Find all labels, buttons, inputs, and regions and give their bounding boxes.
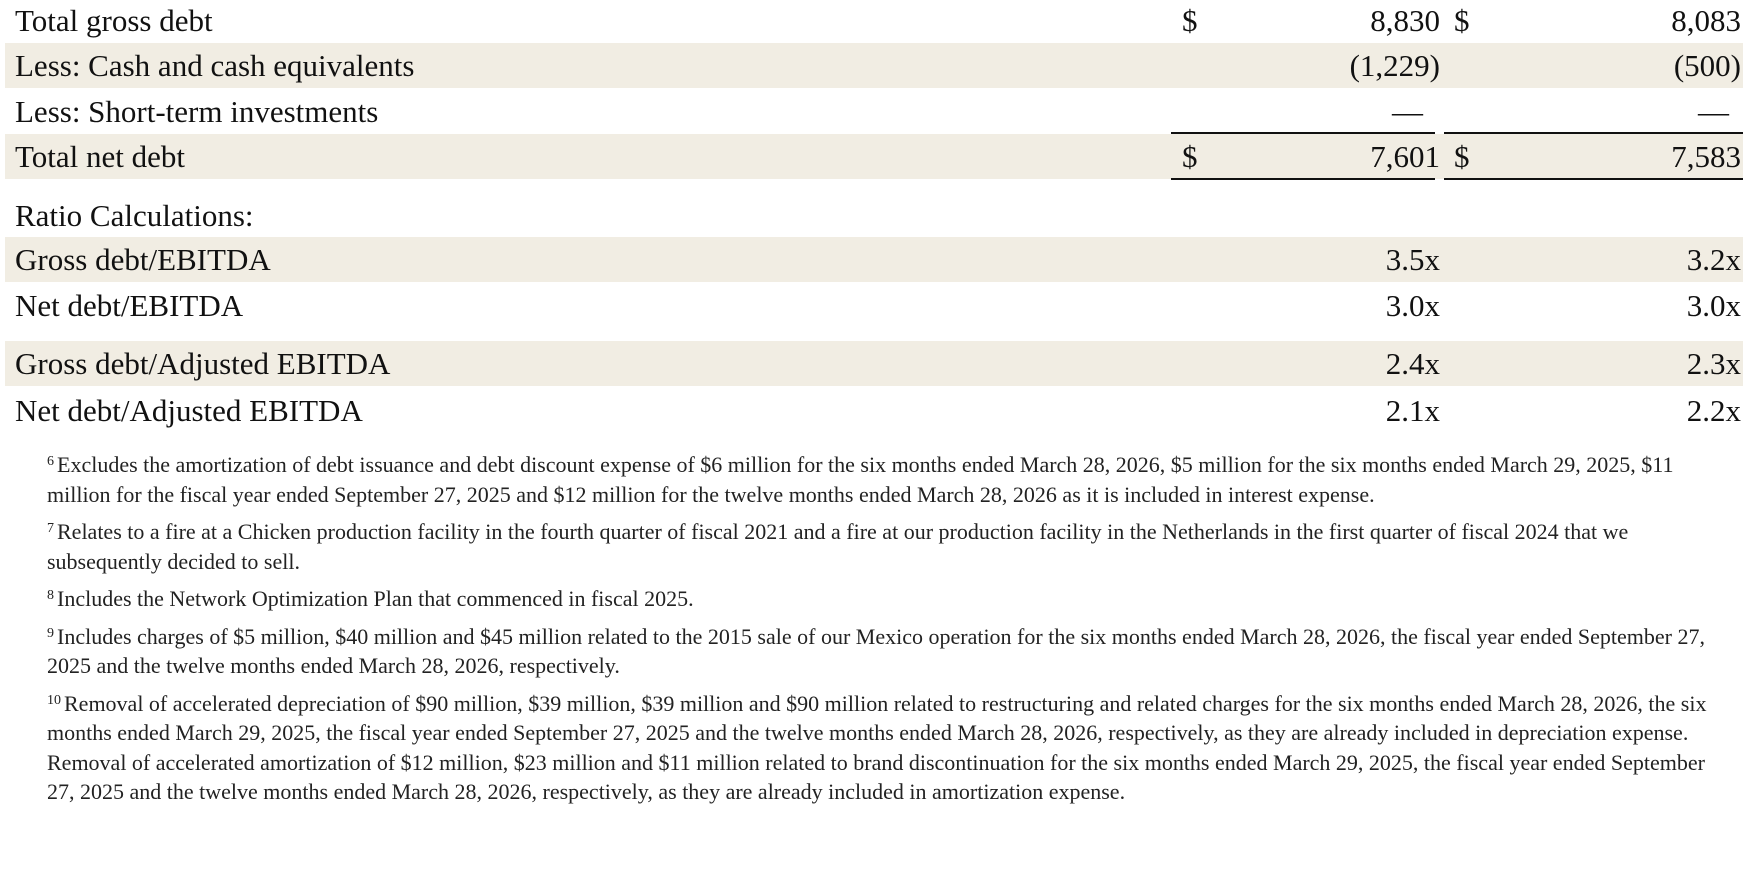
- footnotes: [47, 450, 1712, 815]
- row-label: Total net debt: [15, 138, 186, 174]
- footnote: [47, 584, 1712, 614]
- footnote-number: 10: [47, 692, 61, 708]
- footnote-text: Includes the Network Optimization Plan that commenced in fiscal 2025.: [57, 586, 694, 611]
- value-col1: 2.1x: [1385, 392, 1440, 428]
- value-col2: 7,583: [1671, 138, 1741, 174]
- footnote: [47, 622, 1712, 681]
- currency-symbol: $: [1182, 138, 1198, 174]
- value-col1: —: [1392, 93, 1423, 129]
- ratio-heading-row: [5, 193, 1743, 238]
- value-col2: 3.0x: [1686, 287, 1741, 323]
- table-row-less-short-term-investments: [5, 89, 1743, 134]
- value-col1: 3.0x: [1385, 287, 1440, 323]
- currency-symbol: $: [1182, 2, 1198, 38]
- value-col2: —: [1698, 93, 1729, 129]
- footnote-number: 9: [47, 625, 54, 641]
- row-label: Net debt/EBITDA: [15, 287, 244, 323]
- value-col1: 2.4x: [1385, 345, 1440, 381]
- footnote-text: Includes charges of $5 million, $40 million and $45 million related to the 2015 sale of our Mexico operation for the six months ended March 28, 2026, the fiscal year ended September 27, 2025 and the twelve months ended March 28, 2026, respectively.: [47, 623, 1705, 678]
- currency-symbol: $: [1454, 138, 1470, 174]
- value-col2: 2.3x: [1686, 345, 1741, 381]
- table-row-total-net-debt: [5, 134, 1743, 179]
- value-col1: (1,229): [1349, 47, 1440, 83]
- footnote: [47, 689, 1712, 807]
- table-row-net-debt-adjusted-ebitda: [5, 388, 1743, 433]
- footnote-text: Removal of accelerated depreciation of $90 million, $39 million, $39 million and $90 million related to restructuring and related charges for the six months ended March 28, 2026, the six months ended March 29, 2025, the fiscal year ended September 27, 2025 and the twelve months ended March 28, 2026, respectively, as they are already included in depreciation expense. Removal of accelerated amortization of $12 million, $23 million and $11 million related to brand discontinuation for the six months ended March 29, 2025, the fiscal year ended September 27, 2025 and the twelve months ended March 28, 2026, respectively, as they are already included in amortization expense.: [47, 690, 1707, 804]
- total-rule: [1171, 178, 1435, 180]
- table-row-gross-debt-adjusted-ebitda: [5, 341, 1743, 386]
- currency-symbol: $: [1454, 2, 1470, 38]
- footnote-text: Relates to a fire at a Chicken production facility in the fourth quarter of fiscal 2021 and a fire at our production facility in the Netherlands in the first quarter of fiscal 2024 that we subsequently decided to sell.: [47, 519, 1629, 574]
- value-col2: (500): [1673, 47, 1741, 83]
- row-label: Less: Cash and cash equivalents: [15, 47, 415, 83]
- row-label: Gross debt/EBITDA: [15, 241, 271, 277]
- value-col2: 3.2x: [1686, 241, 1741, 277]
- value-col2: 2.2x: [1686, 392, 1741, 428]
- footnote-number: 7: [47, 521, 54, 536]
- total-rule: [1444, 178, 1743, 180]
- table-row-gross-debt-ebitda: [5, 237, 1743, 282]
- footnote-text: Excludes the amortization of debt issuance and debt discount expense of $6 million for the six months ended March 28, 2026, $5 million for the six months ended March 29, 2025, $11 million for the fiscal year ended September 27, 2025 and $12 million for the twelve months ended March 28, 2026 as it is included in interest expense.: [47, 452, 1674, 507]
- footnote-number: 8: [47, 588, 54, 603]
- footnote-number: 6: [47, 454, 54, 469]
- row-label: Less: Short-term investments: [15, 93, 379, 129]
- row-label: Gross debt/Adjusted EBITDA: [15, 345, 391, 381]
- value-col1: 3.5x: [1385, 241, 1440, 277]
- table-row-less-cash: [5, 43, 1743, 88]
- value-col1: 7,601: [1370, 138, 1440, 174]
- section-heading: Ratio Calculations:: [15, 197, 254, 233]
- table-row-total-gross-debt: [5, 0, 1743, 43]
- value-col2: 8,083: [1671, 2, 1741, 38]
- footnote: [47, 450, 1712, 509]
- footnote: [47, 517, 1712, 576]
- row-label: Net debt/Adjusted EBITDA: [15, 392, 363, 428]
- table-row-net-debt-ebitda: [5, 283, 1743, 328]
- row-label: Total gross debt: [15, 2, 213, 38]
- value-col1: 8,830: [1370, 2, 1440, 38]
